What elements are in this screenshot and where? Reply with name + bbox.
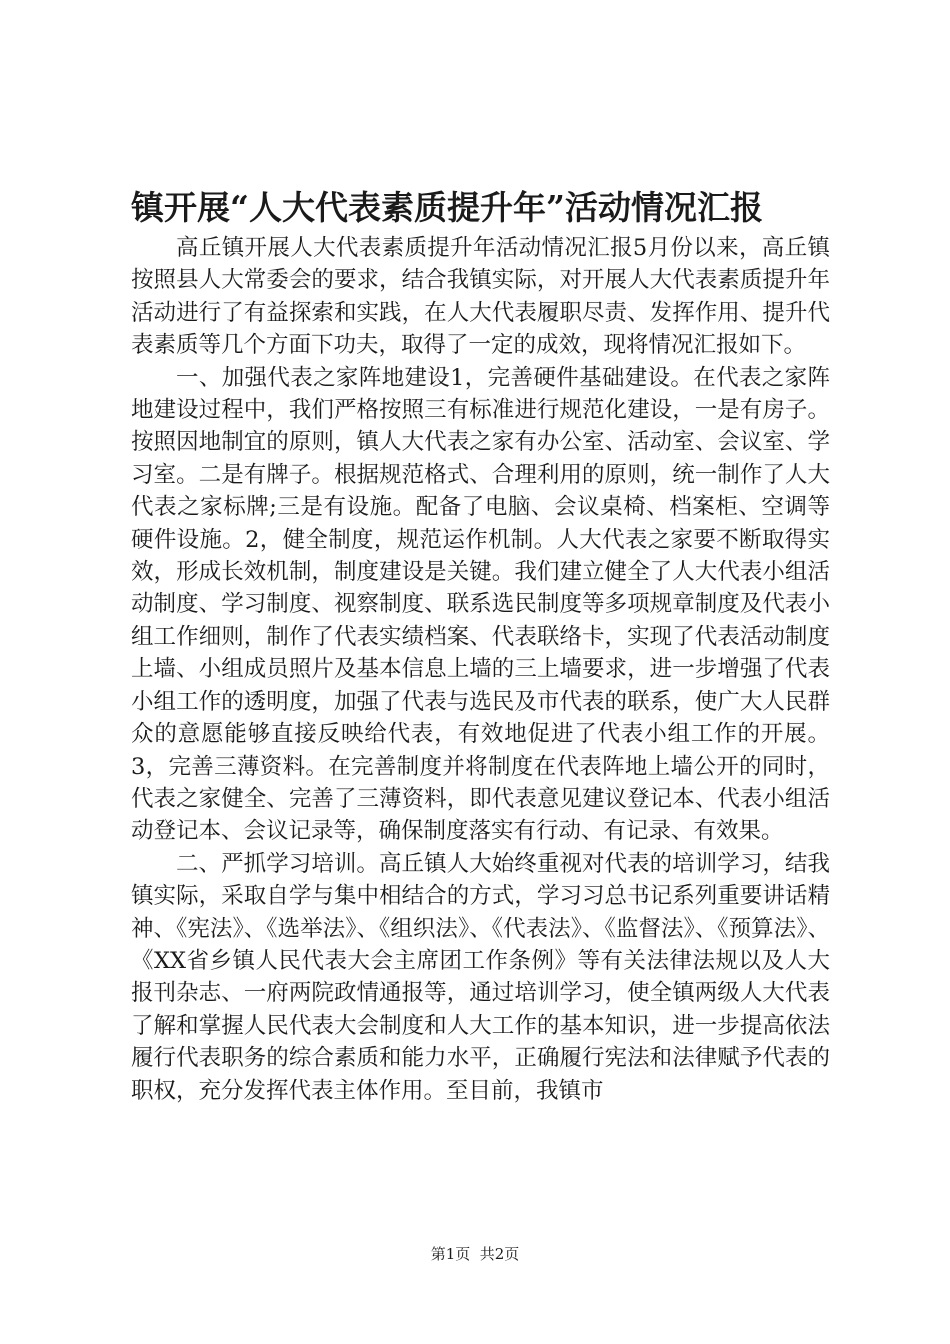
page-number-label: 第1页 共2页 bbox=[430, 1245, 520, 1263]
paragraph-section-two: 二、严抓学习培训。高丘镇人大始终重视对代表的培训学习，结我镇实际，采取自学与集中相结合的方式，学习习总书记系列重要讲话精神、《宪法》、《选举法》、《组织法》、《代表法》、《监督法》、《预算法》、《XX省乡镇人民代表大会主席团工作条例》等有关法律法规以及人大报刊杂志、一府两院政情通报等，通过培训学习，使全镇两级人大代表了解和掌握人民代表大会制度和人大工作的基本知识，进一步提高依法履行代表职务的综合素质和能力水平，正确履行宪法和法律赋予代表的职权，充分发挥代表主体作用。至目前，我镇市 bbox=[131, 850, 830, 1104]
paragraph-section-one: 一、加强代表之家阵地建设1，完善硬件基础建设。在代表之家阵地建设过程中，我们严格按照三有标准进行规范化建设，一是有房子。按照因地制宜的原则，镇人大代表之家有办公室、活动室、会议室、学习室。二是有牌子。根据规范格式、合理利用的原则，统一制作了人大代表之家标牌;三是有设施。配备了电脑、会议桌椅、档案柜、空调等硬件设施。2，健全制度，规范运作机制。人大代表之家要不断取得实效，形成长效机制，制度建设是关键。我们建立健全了人大代表小组活动制度、学习制度、视察制度、联系选民制度等多项规章制度及代表小组工作细则，制作了代表实绩档案、代表联络卡，实现了代表活动制度上墙、小组成员照片及基本信息上墙的三上墙要求，进一步增强了代表小组工作的透明度，加强了代表与选民及市代表的联系，使广大人民群众的意愿能够直接反映给代表，有效地促进了代表小组工作的开展。3，完善三薄资料。在完善制度并将制度在代表阵地上墙公开的同时，代表之家健全、完善了三薄资料，即代表意见建议登记本、代表小组活动登记本、会议记录等，确保制度落实有行动、有记录、有效果。 bbox=[131, 364, 830, 845]
document-title: 镇开展“人大代表素质提升年”活动情况汇报 bbox=[131, 188, 763, 227]
page-footer bbox=[0, 1244, 950, 1264]
document-body bbox=[131, 232, 830, 1107]
paragraph-intro: 高丘镇开展人大代表素质提升年活动情况汇报5月份以来，高丘镇按照县人大常委会的要求，结合我镇实际，对开展人大代表素质提升年活动进行了有益探索和实践，在人大代表履职尽责、发挥作用、提升代表素质等几个方面下功夫，取得了一定的成效，现将情况汇报如下。 bbox=[131, 235, 830, 359]
